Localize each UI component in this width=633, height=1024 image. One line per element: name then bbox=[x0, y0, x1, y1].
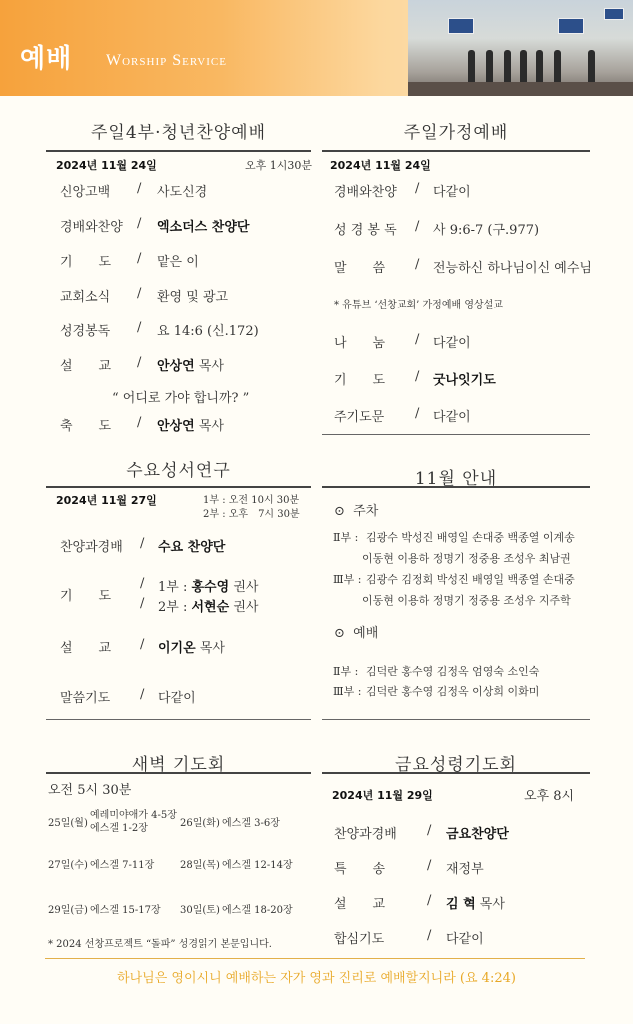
s4-title: 주일4부·청년찬양예배 bbox=[90, 123, 267, 143]
dawn-rule bbox=[46, 772, 311, 774]
home-value-lordsprayer: 다같이 bbox=[433, 410, 471, 425]
nov-worship-3-line1: 김덕란 홍수영 김정옥 이상희 이화미 bbox=[366, 685, 540, 698]
s4-label-benediction: 축 도 bbox=[60, 419, 112, 434]
s4-sermon-title: “ 어디로 가야 합니까? ” bbox=[112, 391, 250, 406]
s4-value-praise: 엑소더스 찬양단 bbox=[157, 220, 250, 235]
wed-prayer2-name: 서현순 bbox=[191, 600, 230, 615]
nov-parking-heading bbox=[334, 500, 378, 519]
wed-time2: 2부 : 오후 7시 30분 bbox=[203, 509, 300, 520]
s4-value-benediction: 안상연 bbox=[157, 419, 195, 434]
dawn-day-2-text1: 에스겔 3-6장 bbox=[222, 818, 280, 829]
s4-sermon-suffix: 목사 bbox=[198, 359, 224, 374]
target-icon: ⊙ bbox=[334, 626, 345, 641]
home-value-word: 전능하신 하나님이신 예수님 bbox=[433, 261, 592, 276]
home-rule bbox=[322, 150, 590, 152]
fri-label-praise: 찬양과경배 bbox=[334, 827, 397, 842]
home-value-share: 다같이 bbox=[433, 336, 471, 351]
nov-title: 11월 안내 bbox=[414, 469, 498, 489]
home-note: * 유튜브 ‘선창교회’ 가정예배 영상설교 bbox=[334, 300, 503, 311]
dawn-day-3: 27일(수) bbox=[48, 860, 88, 871]
dawn-day-2: 26일(화) bbox=[180, 818, 220, 829]
dawn-day-1-text1: 예레미야애가 4-5장 bbox=[90, 810, 177, 821]
fri-label-sermon: 설 교 bbox=[334, 897, 386, 912]
home-date: 2024년 11월 24일 bbox=[330, 159, 431, 172]
home-bottom-rule bbox=[322, 434, 590, 435]
worship-photo bbox=[408, 0, 633, 96]
wed-date: 2024년 11월 27일 bbox=[56, 494, 157, 507]
nov-worship-2-line1: 김덕란 홍수영 김정옥 엄영숙 소인숙 bbox=[366, 665, 540, 678]
dawn-note: * 2024 선창프로젝트 “돌파” 성경읽기 본문입니다. bbox=[48, 939, 272, 950]
s4-label-creed: 신앙고백 bbox=[60, 185, 111, 200]
nov-parking-3-line2: 이동현 이용하 정명기 정중용 조성우 지주학 bbox=[362, 594, 571, 607]
nov-parking-3-line1: 김광수 김정회 박성진 배영일 백종열 손대중 bbox=[366, 573, 575, 586]
nov-worship-3-prefix: Ⅲ부 : bbox=[333, 685, 362, 698]
s4-value-creed: 사도신경 bbox=[157, 185, 208, 200]
home-value-prayer: 굿나잇기도 bbox=[433, 373, 496, 388]
wed-prayer1-name: 홍수영 bbox=[191, 580, 230, 595]
wed-label-word: 말씀기도 bbox=[60, 691, 111, 706]
fri-label-prayer: 합심기도 bbox=[334, 932, 385, 947]
wed-time1: 1부 : 오전 10시 30분 bbox=[203, 495, 300, 506]
dawn-day-6-text1: 에스겔 18-20장 bbox=[222, 905, 293, 916]
fri-value-special: 재정부 bbox=[446, 862, 484, 877]
dawn-day-4-text1: 에스겔 12-14장 bbox=[222, 860, 293, 871]
dawn-day-3-text1: 에스겔 7-11장 bbox=[90, 860, 155, 871]
fri-value-sermon: 김 혁 bbox=[446, 897, 476, 912]
home-label-share: 나 눔 bbox=[334, 336, 386, 351]
wed-label-prayer: 기 도 bbox=[60, 589, 112, 604]
home-value-praise: 다같이 bbox=[433, 185, 471, 200]
dawn-day-5-text1: 에스겔 15-17장 bbox=[90, 905, 161, 916]
header-title: 예배 bbox=[20, 44, 73, 74]
nov-bottom-rule bbox=[322, 719, 590, 720]
wed-sermon-name: 이기온 bbox=[158, 641, 196, 656]
s4-rule bbox=[46, 150, 311, 152]
nov-parking-label: 주차 bbox=[353, 504, 379, 519]
s4-label-praise: 경배와찬양 bbox=[60, 220, 123, 235]
wed-value-word: 다같이 bbox=[158, 691, 196, 706]
fri-value-prayer: 다같이 bbox=[446, 932, 484, 947]
nov-rule bbox=[322, 486, 590, 488]
dawn-time: 오전 5시 30분 bbox=[48, 783, 132, 798]
dawn-day-1-text2: 에스겔 1-2장 bbox=[90, 823, 148, 834]
home-label-praise: 경배와찬양 bbox=[334, 185, 397, 200]
wed-prayer1-suffix: 권사 bbox=[233, 580, 259, 595]
s4-label-reading: 성경봉독 bbox=[60, 324, 111, 339]
nov-parking-2-line1: 김광수 박성진 배영일 손대중 백종열 이계송 bbox=[366, 531, 575, 544]
wed-sermon-suffix: 목사 bbox=[199, 641, 225, 656]
footer-verse: 하나님은 영이시니 예배하는 자가 영과 진리로 예배할지니라 (요 4:24) bbox=[117, 971, 516, 986]
nov-worship-label: 예배 bbox=[353, 626, 379, 641]
fri-title: 금요성령기도회 bbox=[395, 755, 517, 775]
fri-sermon-suffix: 목사 bbox=[479, 897, 505, 912]
dawn-day-6: 30일(토) bbox=[180, 905, 220, 916]
home-title: 주일가정예배 bbox=[403, 123, 509, 143]
fri-rule bbox=[322, 772, 590, 774]
wed-bottom-rule bbox=[46, 719, 311, 720]
s4-value-prayer: 맡은 이 bbox=[157, 255, 199, 270]
wed-prayer1-prefix: 1부 : bbox=[158, 580, 188, 595]
wed-title: 수요성서연구 bbox=[126, 461, 231, 481]
s4-value-sermon: 안상연 bbox=[157, 359, 195, 374]
s4-label-news: 교회소식 bbox=[60, 290, 111, 305]
fri-date: 2024년 11월 29일 bbox=[332, 789, 433, 802]
s4-date: 2024년 11월 24일 bbox=[56, 159, 157, 172]
nov-parking-3-prefix: Ⅲ부 : bbox=[333, 573, 362, 586]
home-value-reading: 사 9:6-7 (구.977) bbox=[433, 223, 540, 238]
s4-time: 오후 1시30분 bbox=[245, 159, 312, 172]
header-subtitle: Worship Service bbox=[106, 52, 227, 69]
s4-value-reading: 요 14:6 (신.172) bbox=[157, 324, 259, 339]
fri-value-praise: 금요찬양단 bbox=[446, 827, 509, 842]
home-label-word: 말 씀 bbox=[334, 261, 386, 276]
s4-label-sermon: 설 교 bbox=[60, 359, 112, 374]
home-label-lordsprayer: 주기도문 bbox=[334, 410, 385, 425]
s4-value-news: 환영 및 광고 bbox=[157, 290, 229, 305]
dawn-day-5: 29일(금) bbox=[48, 905, 88, 916]
wed-label-praise: 찬양과경배 bbox=[60, 540, 123, 555]
home-label-reading: 성 경 봉 독 bbox=[334, 223, 397, 238]
header-banner bbox=[0, 0, 633, 96]
fri-label-special: 특 송 bbox=[334, 862, 386, 877]
nov-parking-2-line2: 이동현 이용하 정명기 정중용 조성우 최남권 bbox=[362, 552, 571, 565]
dawn-day-4: 28일(목) bbox=[180, 860, 220, 871]
wed-label-sermon: 설 교 bbox=[60, 641, 112, 656]
wed-prayer2-prefix: 2부 : bbox=[158, 600, 188, 615]
nov-parking-2-prefix: Ⅱ부 : bbox=[333, 531, 359, 544]
fri-time: 오후 8시 bbox=[524, 789, 575, 804]
wed-prayer2-suffix: 권사 bbox=[233, 600, 259, 615]
s4-benediction-suffix: 목사 bbox=[198, 419, 224, 434]
dawn-day-1: 25일(월) bbox=[48, 818, 88, 829]
dawn-title: 새벽 기도회 bbox=[131, 755, 226, 775]
wed-rule bbox=[46, 486, 311, 488]
nov-worship-2-prefix: Ⅱ부 : bbox=[333, 665, 359, 678]
footer-rule bbox=[45, 958, 585, 959]
nov-worship-heading bbox=[334, 622, 378, 641]
target-icon: ⊙ bbox=[334, 504, 345, 519]
wed-value-praise: 수요 찬양단 bbox=[158, 540, 226, 555]
home-label-prayer: 기 도 bbox=[334, 373, 386, 388]
s4-label-prayer: 기 도 bbox=[60, 255, 112, 270]
